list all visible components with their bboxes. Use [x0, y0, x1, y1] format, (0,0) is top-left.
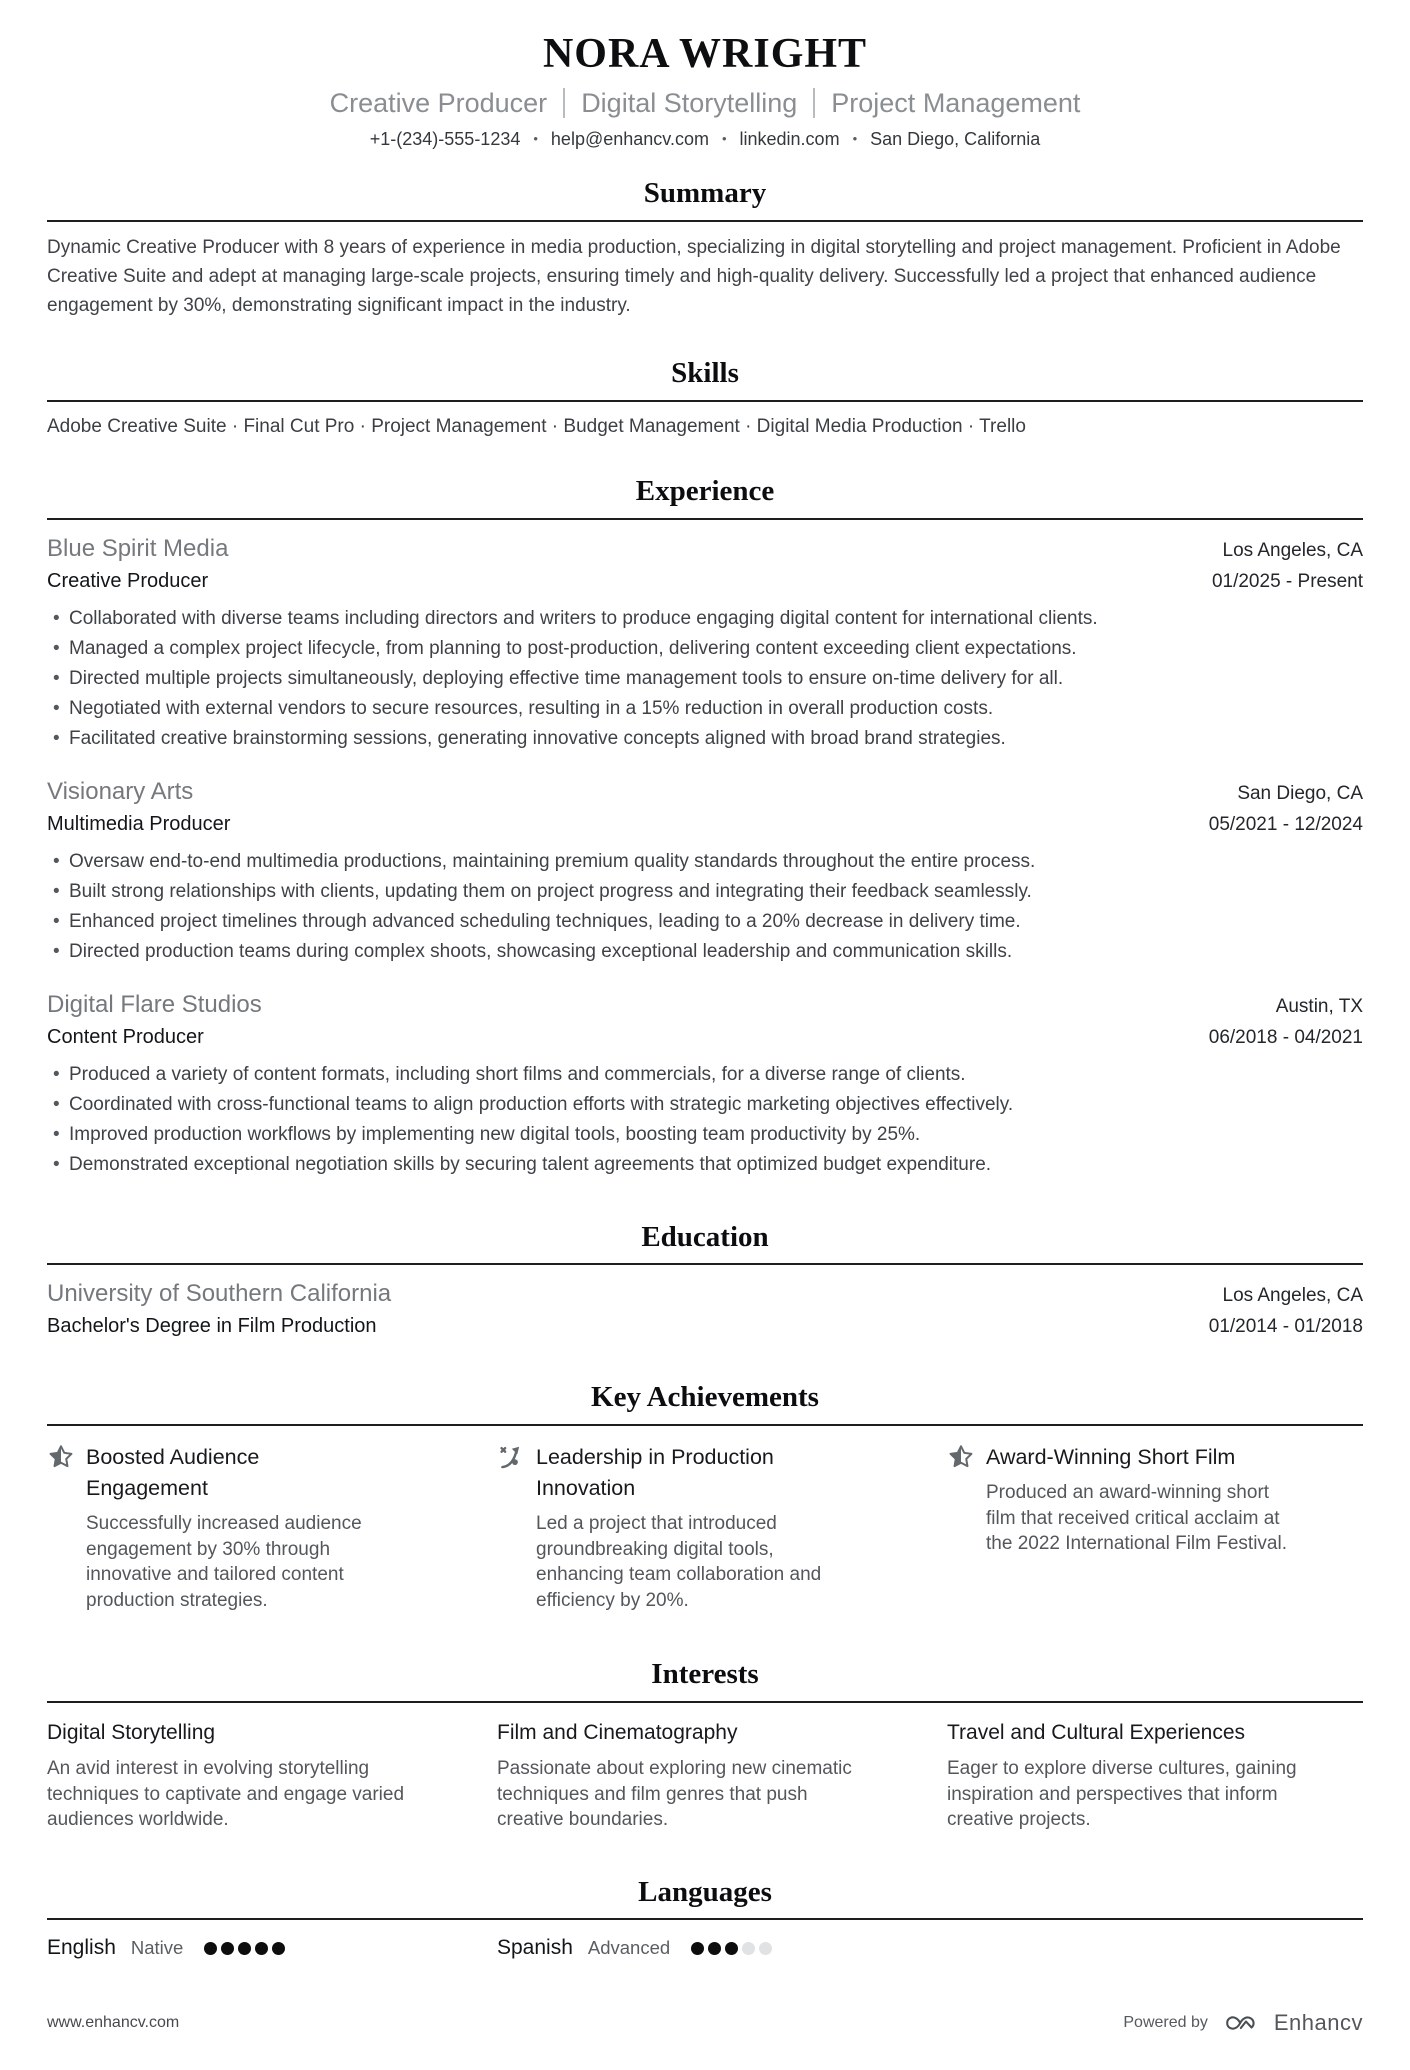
enhancv-brand-text: Enhancv [1273, 2010, 1363, 2036]
achievement-item [497, 1442, 914, 1613]
language-proficiency-dots [691, 1942, 772, 1955]
language-proficiency-dots [204, 1942, 285, 1955]
section-divider [47, 1263, 1363, 1265]
section-summary [47, 150, 1363, 320]
achievement-item [47, 1442, 464, 1613]
job-bullet: • Enhanced project timelines through advanced scheduling techniques, leading to a 20% decrease in delivery time. [47, 907, 1363, 937]
website-link[interactable]: www.enhancv.com [47, 2014, 180, 2032]
experience-entry [47, 776, 1363, 967]
job-bullet: • Directed production teams during complex shoots, showcasing exceptional leadership and communication skills. [47, 937, 1363, 967]
job-location: Austin, TX [1275, 995, 1363, 1017]
job-dates: 05/2021 - 12/2024 [1208, 813, 1363, 835]
language-level: Advanced [587, 1937, 671, 1959]
job-dates: 06/2018 - 04/2021 [1208, 1026, 1363, 1048]
interest-title: Film and Cinematography [497, 1721, 738, 1745]
trajectory-arrow-icon [497, 1443, 525, 1471]
language-level: Native [130, 1937, 184, 1959]
language-name: Spanish [497, 1936, 573, 1960]
job-title: Content Producer [47, 1025, 204, 1048]
job-bullet: • Demonstrated exceptional negotiation skills by securing talent agreements that optimized budget expenditure. [47, 1150, 1363, 1180]
achievement-item [947, 1442, 1364, 1613]
education-dates: 01/2014 - 01/2018 [1208, 1316, 1363, 1338]
job-bullet: • Negotiated with external vendors to secure resources, resulting in a 15% reduction in overall production costs. [47, 694, 1363, 724]
company-name: Visionary Arts [47, 777, 194, 805]
interest-description: Eager to explore diverse cultures, gaining inspiration and perspectives that inform creative projects. [947, 1758, 1297, 1831]
summary-text: Dynamic Creative Producer with 8 years of experience in media production, specializing in digital storytelling and project management. Proficient in Adobe Creative Suite and adept at managing large-scale projects, ensuring timely and high-quality delivery. Successfully led a project that enhanced audience engagement by 30%, demonstrating significant impact in the industry. [47, 237, 1341, 317]
job-bullet-list [47, 1060, 1363, 1180]
education-entry [47, 1278, 1363, 1340]
resume-header [47, 30, 1363, 150]
powered-by-label: Powered by [1123, 2014, 1208, 2032]
language-item [497, 1936, 914, 1960]
job-title: Multimedia Producer [47, 812, 231, 835]
proficiency-dot-filled [691, 1942, 704, 1955]
summary-heading: Summary [643, 177, 767, 210]
language-item [47, 1936, 464, 1960]
proficiency-dot-empty [742, 1942, 755, 1955]
phone-number: +1-(234)-555-1234 [369, 129, 521, 150]
section-interests [47, 1613, 1363, 1832]
interest-title: Travel and Cultural Experiences [947, 1721, 1246, 1745]
proficiency-dot-filled [708, 1942, 721, 1955]
contact-line [47, 129, 1363, 150]
achievement-description: Produced an award-winning short film that received critical acclaim at the 2022 International Film Festival. [986, 1482, 1287, 1555]
proficiency-dot-empty [759, 1942, 772, 1955]
company-name: Digital Flare Studios [47, 990, 262, 1018]
achievement-title: Award-Winning Short Film [986, 1445, 1236, 1470]
section-divider [47, 1701, 1363, 1703]
company-name: Blue Spirit Media [47, 534, 229, 562]
job-dates: 01/2025 - Present [1211, 570, 1363, 592]
tagline [47, 87, 1363, 121]
section-divider [47, 400, 1363, 402]
section-divider [47, 1424, 1363, 1426]
achievement-title: Boosted Audience Engagement [86, 1445, 260, 1501]
degree-name: Bachelor's Degree in Film Production [47, 1315, 377, 1338]
interest-item [47, 1719, 464, 1833]
interest-description: Passionate about exploring new cinematic techniques and film genres that push creative boundaries. [497, 1758, 852, 1831]
achievement-title: Leadership in Production Innovation [536, 1445, 774, 1501]
skills-list: Adobe Creative Suite · Final Cut Pro · Project Management · Budget Management · Digital Media Production · Trello [47, 415, 1026, 437]
achievement-description: Successfully increased audience engagement by 30% through innovative and tailored content production strategies. [86, 1513, 362, 1611]
job-bullet: • Oversaw end-to-end multimedia productions, maintaining premium quality standards throughout the entire process. [47, 847, 1363, 877]
interest-title: Digital Storytelling [47, 1721, 216, 1745]
section-divider [47, 518, 1363, 520]
section-divider [47, 1918, 1363, 1920]
job-bullet: • Produced a variety of content formats, including short films and commercials, for a diverse range of clients. [47, 1060, 1363, 1090]
job-bullet: • Directed multiple projects simultaneously, deploying effective time management tools to ensure on-time delivery for all. [47, 664, 1363, 694]
interests-heading: Interests [651, 1658, 759, 1691]
languages-heading: Languages [638, 1875, 772, 1908]
proficiency-dot-filled [238, 1942, 251, 1955]
experience-entry [47, 533, 1363, 754]
job-bullet: • Managed a complex project lifecycle, from planning to post-production, delivering content exceeding client expectations. [47, 634, 1363, 664]
job-bullet: • Coordinated with cross-functional teams to align production efforts with strategic marketing objectives effectively. [47, 1090, 1363, 1120]
job-bullet: • Built strong relationships with clients, updating them on project progress and integrating their feedback seamlessly. [47, 877, 1363, 907]
page-footer [47, 1960, 1363, 2036]
job-bullet: • Improved production workflows by implementing new digital tools, boosting team productivity by 25%. [47, 1120, 1363, 1150]
interest-description: An avid interest in evolving storytelling techniques to captivate and engage varied audiences worldwide. [47, 1758, 405, 1831]
job-bullet: • Collaborated with diverse teams including directors and writers to produce engaging digital content for international clients. [47, 604, 1363, 634]
email-link[interactable]: • help@enhancv.com [520, 129, 709, 149]
job-location: Los Angeles, CA [1222, 539, 1363, 561]
education-heading: Education [641, 1220, 769, 1253]
interest-item [497, 1719, 914, 1833]
location-text: • San Diego, California [840, 129, 1041, 149]
job-title: Creative Producer [47, 569, 209, 592]
language-name: English [47, 1936, 116, 1960]
proficiency-dot-filled [204, 1942, 217, 1955]
enhancv-logo-icon [1222, 2012, 1260, 2034]
half-star-icon [47, 1443, 75, 1471]
proficiency-dot-filled [221, 1942, 234, 1955]
interests-grid [47, 1719, 1363, 1833]
section-languages [47, 1833, 1363, 1961]
interest-item [947, 1719, 1364, 1833]
tagline-specialty-1: Digital Storytelling [563, 88, 797, 118]
section-experience [47, 440, 1363, 1180]
proficiency-dot-filled [725, 1942, 738, 1955]
achievements-heading: Key Achievements [591, 1381, 819, 1414]
job-bullet-list [47, 604, 1363, 754]
school-name: University of Southern California [47, 1280, 392, 1308]
half-star-icon [947, 1443, 975, 1471]
powered-by[interactable] [1123, 2010, 1363, 2036]
languages-grid [47, 1936, 1363, 1960]
job-bullet: • Facilitated creative brainstorming sessions, generating innovative concepts aligned with broad brand strategies. [47, 724, 1363, 754]
tagline-role: Creative Producer [329, 87, 548, 118]
skills-heading: Skills [671, 357, 739, 390]
proficiency-dot-filled [255, 1942, 268, 1955]
section-divider [47, 220, 1363, 222]
school-location: Los Angeles, CA [1222, 1285, 1363, 1307]
section-key-achievements [47, 1340, 1363, 1613]
achievements-grid [47, 1442, 1363, 1613]
candidate-name: NORA WRIGHT [542, 31, 868, 77]
proficiency-dot-filled [272, 1942, 285, 1955]
section-education [47, 1180, 1363, 1341]
linkedin-link[interactable]: • linkedin.com [709, 129, 840, 149]
section-skills [47, 320, 1363, 440]
experience-heading: Experience [635, 474, 775, 507]
experience-entry [47, 989, 1363, 1180]
achievement-description: Led a project that introduced groundbreaking digital tools, enhancing team collaboration and efficiency by 20%. [536, 1513, 822, 1611]
job-location: San Diego, CA [1237, 782, 1363, 804]
tagline-specialty-2: Project Management [813, 88, 1080, 118]
job-bullet-list [47, 847, 1363, 967]
